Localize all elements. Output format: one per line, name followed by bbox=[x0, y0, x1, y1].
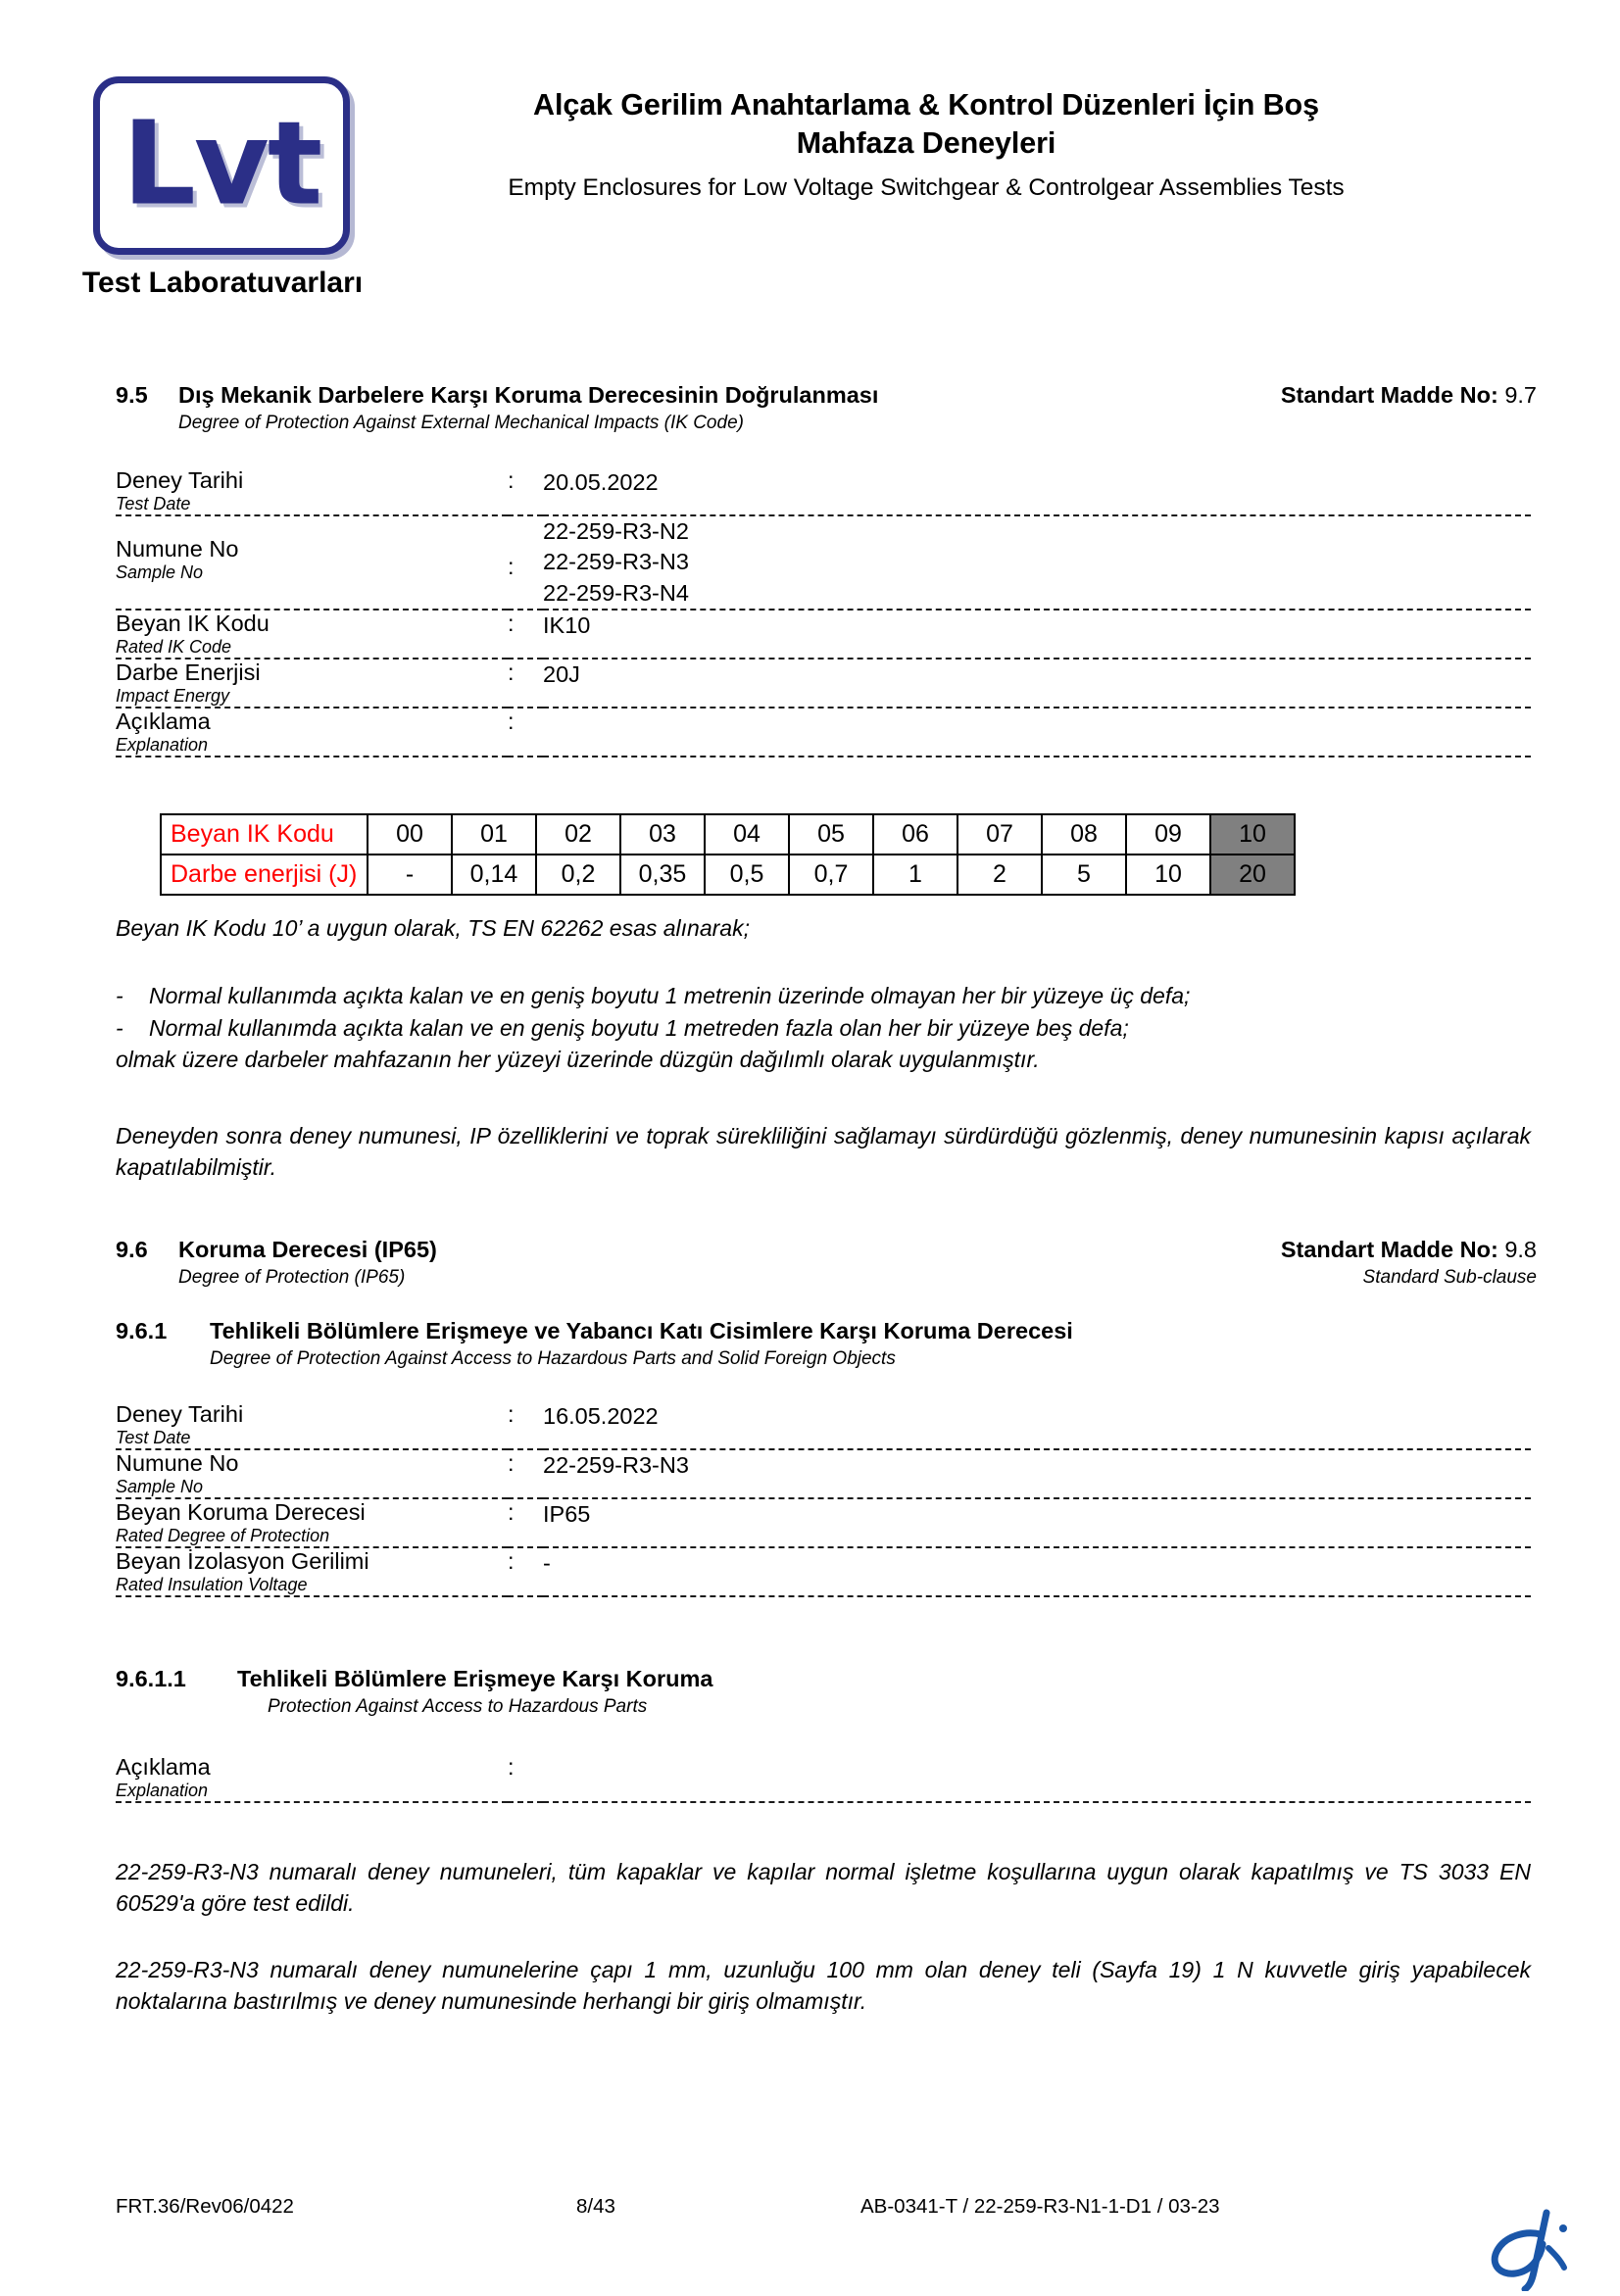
section-9-6-clause-label: Standart Madde No: bbox=[1280, 1237, 1498, 1262]
field-label-cell bbox=[116, 1498, 508, 1547]
ik-energy-cell-highlighted: 20 bbox=[1210, 855, 1295, 895]
field-colon: : bbox=[508, 1401, 515, 1427]
field-label-tr: Beyan Koruma Derecesi bbox=[116, 1499, 366, 1525]
ik-energy-cell: 10 bbox=[1126, 855, 1210, 895]
field-label-tr: Numune No bbox=[116, 536, 239, 562]
section-9-6-1-1-title-en: Protection Against Access to Hazardous Parts bbox=[268, 1696, 648, 1717]
field-label-en: Explanation bbox=[116, 1781, 209, 1801]
section-9-5-number: 9.5 bbox=[116, 382, 148, 408]
section-9-5-clause-label: Standart Madde No: bbox=[1280, 382, 1498, 408]
ik-table-row-energies bbox=[161, 855, 1295, 895]
section-9-6-1-1-title-tr: Tehlikeli Bölümlere Erişmeye Karşı Koruma bbox=[237, 1666, 713, 1691]
ik-energy-cell: 0,5 bbox=[705, 855, 789, 895]
field-row-explanation bbox=[116, 1754, 1531, 1802]
field-label-en: Rated IK Code bbox=[116, 637, 232, 658]
field-label-cell bbox=[116, 1754, 508, 1802]
field-colon: : bbox=[508, 1548, 515, 1574]
ik-code-cell: 01 bbox=[452, 814, 536, 855]
field-label-en: Sample No bbox=[116, 562, 204, 583]
field-colon: : bbox=[508, 610, 515, 636]
field-label-cell bbox=[116, 1401, 508, 1449]
field-label-tr: Numune No bbox=[116, 1450, 239, 1476]
ik-energy-cell: 0,35 bbox=[620, 855, 705, 895]
sample-no-line: 22-259-R3-N3 bbox=[543, 549, 689, 575]
field-label-en: Test Date bbox=[116, 1428, 191, 1448]
field-colon: : bbox=[508, 1499, 515, 1525]
ik-energy-cell: 0,14 bbox=[452, 855, 536, 895]
ik-energy-cell: - bbox=[368, 855, 452, 895]
ip-test-paragraph-2: 22-259-R3-N3 numaralı deney numunelerine çapı 1 mm, uzunluğu 100 mm olan deney teli (Sayfa 19) 1 N kuvvetle giriş yapabilecek noktalarına bastırılmış ve deney numunesinde herhangi bir giriş olmamıştır. bbox=[116, 1957, 1531, 2014]
footer-page-number: 8/43 bbox=[576, 2195, 615, 2218]
ik-code-table bbox=[160, 813, 1296, 896]
section-9-5-field-table bbox=[116, 467, 1531, 757]
logo-text: Lvt bbox=[122, 95, 321, 231]
document-title-en: Empty Enclosures for Low Voltage Switchgear & Controlgear Assemblies Tests bbox=[508, 174, 1345, 202]
field-value-rated-insulation-voltage: - bbox=[543, 1550, 551, 1576]
field-colon: : bbox=[508, 1450, 515, 1476]
field-colon: : bbox=[508, 659, 515, 685]
field-value-impact-energy: 20J bbox=[543, 660, 580, 687]
ik-energy-cell: 5 bbox=[1042, 855, 1126, 895]
field-label-tr: Deney Tarihi bbox=[116, 467, 244, 493]
ik-code-cell-highlighted: 10 bbox=[1210, 814, 1295, 855]
field-row-sample-no bbox=[116, 1449, 1531, 1498]
company-logo bbox=[93, 76, 350, 255]
field-label-en: Explanation bbox=[116, 735, 209, 756]
field-row-rated-ik-code bbox=[116, 610, 1531, 659]
bullets-closing-text: olmak üzere darbeler mahfazanın her yüzeyi üzerinde düzgün dağılımlı olarak uygulanmıştır. bbox=[116, 1047, 1040, 1073]
page-header bbox=[0, 0, 1620, 314]
field-row-sample-no bbox=[116, 515, 1531, 610]
document-title-tr bbox=[323, 86, 1529, 163]
field-value-explanation bbox=[543, 708, 1531, 757]
section-9-6-1-1-number: 9.6.1.1 bbox=[116, 1666, 186, 1691]
field-row-rated-degree bbox=[116, 1498, 1531, 1547]
ik-energy-cell: 2 bbox=[957, 855, 1042, 895]
section-9-6-clause-sub: Standard Sub-clause bbox=[1362, 1267, 1537, 1288]
section-9-6-title-en: Degree of Protection (IP65) bbox=[178, 1267, 406, 1288]
field-label-en: Rated Insulation Voltage bbox=[116, 1575, 308, 1595]
field-label-tr: Açıklama bbox=[116, 1754, 211, 1780]
bullet-text: Normal kullanımda açıkta kalan ve en geniş boyutu 1 metreden fazla olan her bir yüzeye beş defa; bbox=[149, 1014, 1129, 1041]
ik-code-cell: 02 bbox=[536, 814, 620, 855]
ik-table-row-codes bbox=[161, 814, 1295, 855]
ik-energy-cell: 1 bbox=[873, 855, 957, 895]
section-9-6-1-title-tr: Tehlikeli Bölümlere Erişmeye ve Yabancı Katı Cisimlere Karşı Koruma Derecesi bbox=[210, 1318, 1073, 1343]
field-value-rated-ik-code: IK10 bbox=[543, 611, 591, 638]
ik-note-intro: Beyan IK Kodu 10’ a uygun olarak, TS EN 62262 esas alınarak; bbox=[116, 915, 750, 941]
ik-code-cell: 06 bbox=[873, 814, 957, 855]
ik-result-paragraph: Deneyden sonra deney numunesi, IP özelliklerini ve toprak sürekliliğini sağlamayı sürdürdüğü gözlenmiş, deney numunesinin kapısı açılarak kapatılabilmiştir. bbox=[116, 1123, 1531, 1180]
field-label-en: Rated Degree of Protection bbox=[116, 1526, 330, 1546]
ik-code-cell: 05 bbox=[789, 814, 873, 855]
bullet-item bbox=[116, 1012, 1531, 1045]
section-9-5-heading bbox=[116, 382, 1537, 435]
field-label-cell bbox=[116, 515, 508, 610]
field-value-test-date: 20.05.2022 bbox=[543, 469, 659, 495]
signature-mark bbox=[1470, 2207, 1588, 2291]
section-9-6-1-heading bbox=[116, 1318, 1537, 1371]
section-9-6-clause bbox=[1281, 1237, 1537, 1263]
field-value-sample-no: 22-259-R3-N3 bbox=[543, 1452, 689, 1478]
ik-bullet-list bbox=[116, 980, 1531, 1076]
section-9-5-clause-value: 9.7 bbox=[1504, 382, 1537, 408]
section-9-6-1-1-field-table bbox=[116, 1754, 1531, 1803]
field-label-cell bbox=[116, 659, 508, 708]
field-label-cell bbox=[116, 708, 508, 757]
section-9-5-title-en: Degree of Protection Against External Mechanical Impacts (IK Code) bbox=[178, 413, 744, 433]
field-label-cell bbox=[116, 610, 508, 659]
field-label-en: Sample No bbox=[116, 1477, 204, 1497]
footer-document-reference: AB-0341-T / 22-259-R3-N1-1-D1 / 03-23 bbox=[860, 2195, 1220, 2218]
field-label-tr: Beyan İzolasyon Gerilimi bbox=[116, 1548, 369, 1574]
field-colon: : bbox=[508, 554, 515, 579]
field-label-tr: Deney Tarihi bbox=[116, 1401, 244, 1427]
field-colon: : bbox=[508, 467, 515, 493]
ip-test-paragraph-1: 22-259-R3-N3 numaralı deney numuneleri, tüm kapaklar ve kapılar normal işletme koşullarına uygun olarak kapatılmış ve TS 3033 EN 60529'a göre test edildi. bbox=[116, 1859, 1531, 1916]
ik-energy-cell: 0,2 bbox=[536, 855, 620, 895]
field-value-explanation bbox=[543, 1754, 1531, 1802]
laboratory-name: Test Laboratuvarları bbox=[81, 267, 364, 299]
field-label-tr: Beyan IK Kodu bbox=[116, 610, 270, 636]
field-row-test-date bbox=[116, 1401, 1531, 1449]
field-row-rated-insulation-voltage bbox=[116, 1547, 1531, 1596]
section-9-6-heading bbox=[116, 1237, 1537, 1290]
field-colon: : bbox=[508, 708, 515, 734]
field-colon: : bbox=[508, 1754, 515, 1780]
ik-row-header-code: Beyan IK Kodu bbox=[161, 814, 368, 855]
field-label-cell bbox=[116, 1449, 508, 1498]
field-label-cell bbox=[116, 1547, 508, 1596]
ik-code-cell: 03 bbox=[620, 814, 705, 855]
section-9-6-title-tr: Koruma Derecesi (IP65) bbox=[178, 1237, 437, 1262]
section-9-5-clause bbox=[1281, 382, 1537, 409]
ik-code-cell: 08 bbox=[1042, 814, 1126, 855]
document-title-tr-line1: Alçak Gerilim Anahtarlama & Kontrol Düzenleri İçin Boş bbox=[533, 88, 1319, 122]
footer-form-code: FRT.36/Rev06/0422 bbox=[116, 2195, 294, 2218]
bullet-text: Normal kullanımda açıkta kalan ve en geniş boyutu 1 metrenin üzerinde olmayan her bir yüzeye üç defa; bbox=[149, 983, 1191, 1008]
section-9-5-title-tr: Dış Mekanik Darbelere Karşı Koruma Derecesinin Doğrulanması bbox=[178, 382, 879, 408]
field-label-cell bbox=[116, 467, 508, 515]
section-9-6-1-1-heading bbox=[116, 1666, 1537, 1719]
section-9-6-1-title-en: Degree of Protection Against Access to Hazardous Parts and Solid Foreign Objects bbox=[210, 1348, 896, 1369]
field-row-explanation bbox=[116, 708, 1531, 757]
field-label-tr: Açıklama bbox=[116, 708, 211, 734]
ik-row-header-energy: Darbe enerjisi (J) bbox=[161, 855, 368, 895]
field-value-sample-no bbox=[543, 515, 1531, 610]
field-label-tr: Darbe Enerjisi bbox=[116, 659, 261, 685]
bullet-dash-icon: - bbox=[116, 983, 123, 1008]
field-row-test-date bbox=[116, 467, 1531, 515]
page-footer bbox=[116, 2195, 1531, 2219]
section-9-6-1-field-table bbox=[116, 1401, 1531, 1597]
section-9-6-1-number: 9.6.1 bbox=[116, 1318, 168, 1343]
ik-code-cell: 04 bbox=[705, 814, 789, 855]
section-9-6-number: 9.6 bbox=[116, 1237, 148, 1262]
field-label-en: Test Date bbox=[116, 494, 191, 514]
bullet-dash-icon: - bbox=[116, 1014, 123, 1041]
document-title-tr-line2: Mahfaza Deneyleri bbox=[796, 126, 1056, 161]
ik-code-cell: 07 bbox=[957, 814, 1042, 855]
ik-code-cell: 09 bbox=[1126, 814, 1210, 855]
field-value-test-date: 16.05.2022 bbox=[543, 1403, 659, 1429]
sample-no-line: 22-259-R3-N4 bbox=[543, 579, 689, 606]
field-label-en: Impact Energy bbox=[116, 686, 230, 707]
field-value-rated-degree: IP65 bbox=[543, 1501, 591, 1527]
ik-code-cell: 00 bbox=[368, 814, 452, 855]
document-title-block bbox=[323, 86, 1529, 202]
bullet-item bbox=[116, 980, 1531, 1012]
field-row-impact-energy bbox=[116, 659, 1531, 708]
section-9-6-clause-value: 9.8 bbox=[1504, 1237, 1537, 1262]
sample-no-line: 22-259-R3-N2 bbox=[543, 518, 689, 544]
ik-energy-cell: 0,7 bbox=[789, 855, 873, 895]
